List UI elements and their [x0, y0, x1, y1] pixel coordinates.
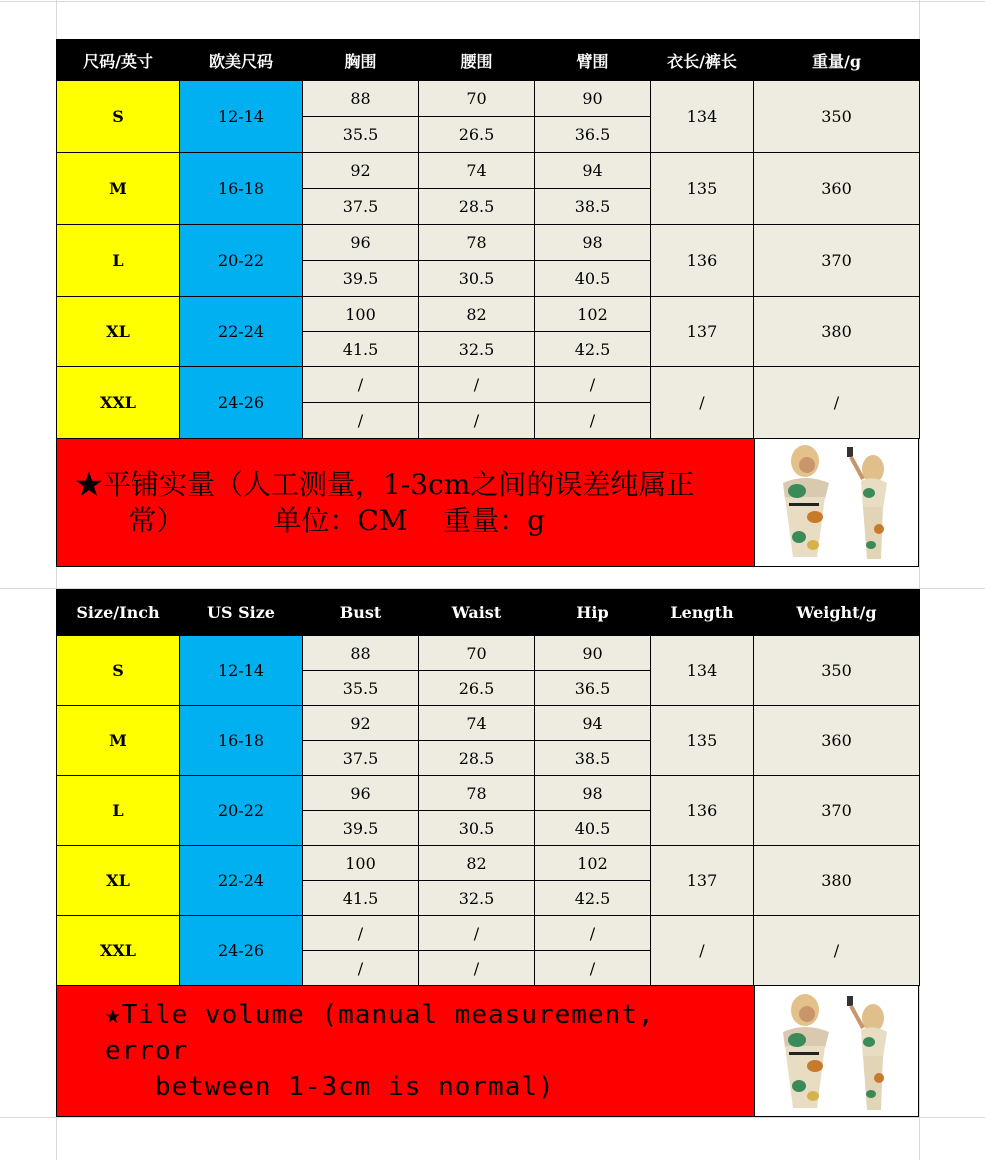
hip-cm-cell: 90 [535, 81, 651, 117]
hip-cm-cell: 94 [535, 153, 651, 189]
bust-cm-cell: / [303, 916, 419, 951]
weight-cell: 370 [754, 225, 920, 297]
weight-cell: 370 [754, 776, 920, 846]
weight-cell: / [754, 367, 920, 439]
waist-inch-cell: 32.5 [419, 332, 535, 367]
header-size: 尺码/英寸 [57, 40, 180, 81]
measurement-note: ★平铺实量（人工测量，1-3cm之间的误差纯属正 常） 单位：CM 重量：g [75, 467, 695, 537]
size-cell: L [57, 776, 180, 846]
us-size-cell: 22-24 [180, 297, 303, 367]
table-row [57, 225, 920, 261]
hip-inch-cell: 36.5 [535, 117, 651, 153]
length-cell: 136 [651, 776, 754, 846]
hip-cm-cell: 98 [535, 225, 651, 261]
bust-cm-cell: 92 [303, 706, 419, 741]
table-row [57, 153, 920, 189]
length-cell: 136 [651, 225, 754, 297]
waist-inch-cell: / [419, 403, 535, 439]
us-size-cell: 24-26 [180, 367, 303, 439]
size-cell: L [57, 225, 180, 297]
measurement-note-cell [57, 986, 754, 1116]
us-size-cell: 16-18 [180, 706, 303, 776]
size-chart-chinese [56, 39, 919, 567]
waist-inch-cell: 26.5 [419, 671, 535, 706]
bust-cm-cell: / [303, 367, 419, 403]
size-cell: S [57, 636, 180, 706]
table-row [57, 367, 920, 403]
header-bust: 胸围 [303, 40, 419, 81]
size-cell: XXL [57, 367, 180, 439]
bust-inch-cell: 39.5 [303, 261, 419, 297]
size-table-chinese [56, 39, 920, 439]
us-size-cell: 20-22 [180, 225, 303, 297]
waist-inch-cell: 30.5 [419, 811, 535, 846]
length-cell: / [651, 367, 754, 439]
table-row [57, 81, 920, 117]
hip-inch-cell: / [535, 951, 651, 986]
header-length: 衣长/裤长 [651, 40, 754, 81]
header-us-size: US Size [180, 590, 303, 636]
weight-cell: 380 [754, 297, 920, 367]
hip-cm-cell: 98 [535, 776, 651, 811]
bust-inch-cell: 37.5 [303, 741, 419, 776]
bust-cm-cell: 88 [303, 636, 419, 671]
hip-cm-cell: 94 [535, 706, 651, 741]
waist-cm-cell: / [419, 916, 535, 951]
waist-cm-cell: 70 [419, 81, 535, 117]
hip-cm-cell: 102 [535, 846, 651, 881]
waist-cm-cell: 74 [419, 706, 535, 741]
waist-cm-cell: 70 [419, 636, 535, 671]
hip-inch-cell: 38.5 [535, 189, 651, 225]
us-size-cell: 16-18 [180, 153, 303, 225]
size-cell: M [57, 706, 180, 776]
measurement-note-cell [57, 439, 754, 566]
header-hip: Hip [535, 590, 651, 636]
product-photo [754, 986, 918, 1116]
weight-cell: / [754, 916, 920, 986]
bust-inch-cell: / [303, 403, 419, 439]
size-cell: XXL [57, 916, 180, 986]
header-row [57, 40, 920, 81]
header-weight: 重量/g [754, 40, 920, 81]
waist-inch-cell: 28.5 [419, 189, 535, 225]
waist-inch-cell: 30.5 [419, 261, 535, 297]
bust-inch-cell: 39.5 [303, 811, 419, 846]
waist-inch-cell: / [419, 951, 535, 986]
product-photo [754, 439, 918, 566]
us-size-cell: 12-14 [180, 81, 303, 153]
bust-inch-cell: 35.5 [303, 671, 419, 706]
hip-inch-cell: 38.5 [535, 741, 651, 776]
weight-cell: 360 [754, 153, 920, 225]
table-row [57, 776, 920, 811]
bust-inch-cell: 41.5 [303, 881, 419, 916]
measurement-note-row [56, 986, 919, 1117]
waist-cm-cell: 78 [419, 225, 535, 261]
size-cell: S [57, 81, 180, 153]
length-cell: 134 [651, 636, 754, 706]
hip-cm-cell: 102 [535, 297, 651, 332]
size-chart-english [56, 589, 919, 1117]
length-cell: 135 [651, 706, 754, 776]
header-weight: Weight/g [754, 590, 920, 636]
bust-inch-cell: 35.5 [303, 117, 419, 153]
waist-cm-cell: 78 [419, 776, 535, 811]
bust-cm-cell: 96 [303, 776, 419, 811]
waist-inch-cell: 26.5 [419, 117, 535, 153]
weight-cell: 380 [754, 846, 920, 916]
product-photo-icon [755, 439, 918, 565]
bust-cm-cell: 100 [303, 297, 419, 332]
length-cell: 137 [651, 297, 754, 367]
header-row [57, 590, 920, 636]
bust-inch-cell: / [303, 951, 419, 986]
us-size-cell: 12-14 [180, 636, 303, 706]
hip-inch-cell: 42.5 [535, 881, 651, 916]
waist-cm-cell: / [419, 367, 535, 403]
measurement-note-row [56, 439, 919, 567]
length-cell: / [651, 916, 754, 986]
sheet-gridline [0, 1, 985, 2]
table-row [57, 706, 920, 741]
table-row [57, 636, 920, 671]
hip-inch-cell: 40.5 [535, 811, 651, 846]
bust-cm-cell: 100 [303, 846, 419, 881]
bust-cm-cell: 96 [303, 225, 419, 261]
weight-cell: 350 [754, 81, 920, 153]
us-size-cell: 22-24 [180, 846, 303, 916]
header-hip: 臂围 [535, 40, 651, 81]
weight-cell: 360 [754, 706, 920, 776]
size-table-english [56, 589, 920, 986]
waist-cm-cell: 74 [419, 153, 535, 189]
waist-inch-cell: 32.5 [419, 881, 535, 916]
waist-inch-cell: 28.5 [419, 741, 535, 776]
bust-inch-cell: 37.5 [303, 189, 419, 225]
bust-cm-cell: 88 [303, 81, 419, 117]
header-size: Size/Inch [57, 590, 180, 636]
table-row [57, 916, 920, 951]
waist-cm-cell: 82 [419, 297, 535, 332]
measurement-note: ★Tile volume (manual measurement, error between 1-3cm is normal) [105, 1000, 655, 1102]
size-cell: M [57, 153, 180, 225]
header-us-size: 欧美尺码 [180, 40, 303, 81]
sheet-gridline [0, 1117, 985, 1118]
table-row [57, 297, 920, 332]
us-size-cell: 20-22 [180, 776, 303, 846]
product-photo-icon [755, 986, 918, 1115]
length-cell: 135 [651, 153, 754, 225]
header-waist: 腰围 [419, 40, 535, 81]
header-waist: Waist [419, 590, 535, 636]
header-bust: Bust [303, 590, 419, 636]
length-cell: 137 [651, 846, 754, 916]
hip-inch-cell: 36.5 [535, 671, 651, 706]
bust-inch-cell: 41.5 [303, 332, 419, 367]
hip-inch-cell: 40.5 [535, 261, 651, 297]
hip-cm-cell: / [535, 916, 651, 951]
weight-cell: 350 [754, 636, 920, 706]
header-length: Length [651, 590, 754, 636]
size-cell: XL [57, 297, 180, 367]
table-row [57, 846, 920, 881]
hip-cm-cell: 90 [535, 636, 651, 671]
bust-cm-cell: 92 [303, 153, 419, 189]
hip-cm-cell: / [535, 367, 651, 403]
us-size-cell: 24-26 [180, 916, 303, 986]
length-cell: 134 [651, 81, 754, 153]
hip-inch-cell: 42.5 [535, 332, 651, 367]
waist-cm-cell: 82 [419, 846, 535, 881]
size-cell: XL [57, 846, 180, 916]
hip-inch-cell: / [535, 403, 651, 439]
